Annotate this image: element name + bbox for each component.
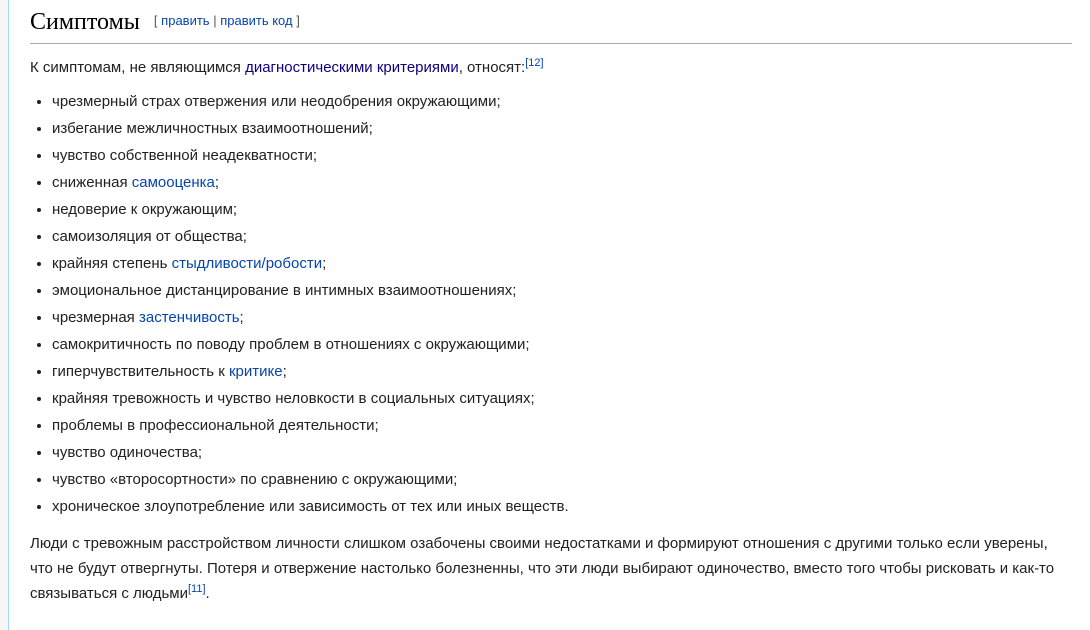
article-content [8,0,1090,630]
symptom-item [52,361,1072,382]
symptom-item [52,496,1072,517]
edit-bracket-close: ] [296,13,300,28]
symptom-item [52,334,1072,355]
symptom-item [52,469,1072,490]
symptom-text: чувство «второсортности» по сравнению с окружающими; [52,471,458,488]
symptom-item [52,226,1072,247]
symptom-text-after: ; [322,255,327,272]
symptom-link[interactable]: критике [228,363,283,380]
symptom-text: чувство собственной неадекватности; [52,147,318,164]
reference-11 [188,583,206,595]
symptom-text-after: ; [282,363,287,380]
symptom-item [52,307,1072,328]
closing-text: Люди с тревожным расстройством личности слишком озабочены своими недостатками и формируют отношения с другими только если уверены, что не будут отвергнуты. Потеря и отвержение настолько болезненны, что эти люди выбирают одиночество, вместо того чтобы рисковать и как-то связываться с людьми [30,535,1055,602]
symptom-text: избегание межличностных взаимоотношений; [52,120,373,137]
reference-12 [525,57,543,69]
closing-paragraph [30,531,1072,606]
symptom-text: хроническое злоупотребление или зависимость от тех или иных веществ. [52,498,569,515]
symptom-text: сниженная [52,174,132,191]
symptom-text: чувство одиночества; [52,444,203,461]
edit-source-link[interactable]: править код [220,13,293,28]
symptom-item [52,172,1072,193]
edit-link[interactable]: править [161,13,210,28]
symptom-text-after: ; [214,174,220,191]
diagnostic-criteria-link[interactable]: диагностическими критериями [245,59,459,76]
symptom-text: самокритичность по поводу проблем в отношениях с окружающими; [52,336,530,353]
symptom-item [52,145,1072,166]
symptom-text: недоверие к окружающим; [52,201,238,218]
symptom-text: гиперчувствительность к [52,363,229,380]
reference-11-link[interactable]: [11] [187,583,206,595]
symptom-item [52,118,1072,139]
symptom-text: крайняя тревожность и чувство неловкости в социальных ситуациях; [52,390,535,407]
symptom-link[interactable]: стыдливости/робости [171,255,323,272]
edit-bracket-open: [ [153,13,158,28]
intro-text-before: К симптомам, не являющимся [30,59,246,76]
symptom-text: эмоциональное дистанцирование в интимных взаимоотношениях; [52,282,517,299]
symptom-item [52,388,1072,409]
symptom-link[interactable]: застенчивость [138,309,240,326]
symptom-item [52,280,1072,301]
symptom-text: проблемы в профессиональной деятельности; [52,417,379,434]
symptom-text: крайняя степень [52,255,172,272]
intro-paragraph [30,57,1072,79]
section-heading [30,2,1072,44]
reference-12-link[interactable]: [12] [525,57,544,69]
symptom-text-after: ; [239,309,244,326]
edit-section [154,13,300,28]
symptom-item [52,442,1072,463]
symptom-item [52,91,1072,112]
symptoms-list [30,91,1072,517]
section-heading-text: Симптомы [30,9,140,35]
edit-divider: | [213,13,217,28]
symptom-text: чрезмерная [52,309,139,326]
closing-period: . [205,585,210,602]
symptom-text: самоизоляция от общества; [52,228,247,245]
symptom-text: чрезмерный страх отвержения или неодобрения окружающими; [52,93,501,110]
intro-text-after: , относят: [458,59,526,76]
symptom-item [52,415,1072,436]
symptom-link[interactable]: самооценка [131,174,215,191]
symptom-item [52,253,1072,274]
symptom-item [52,199,1072,220]
